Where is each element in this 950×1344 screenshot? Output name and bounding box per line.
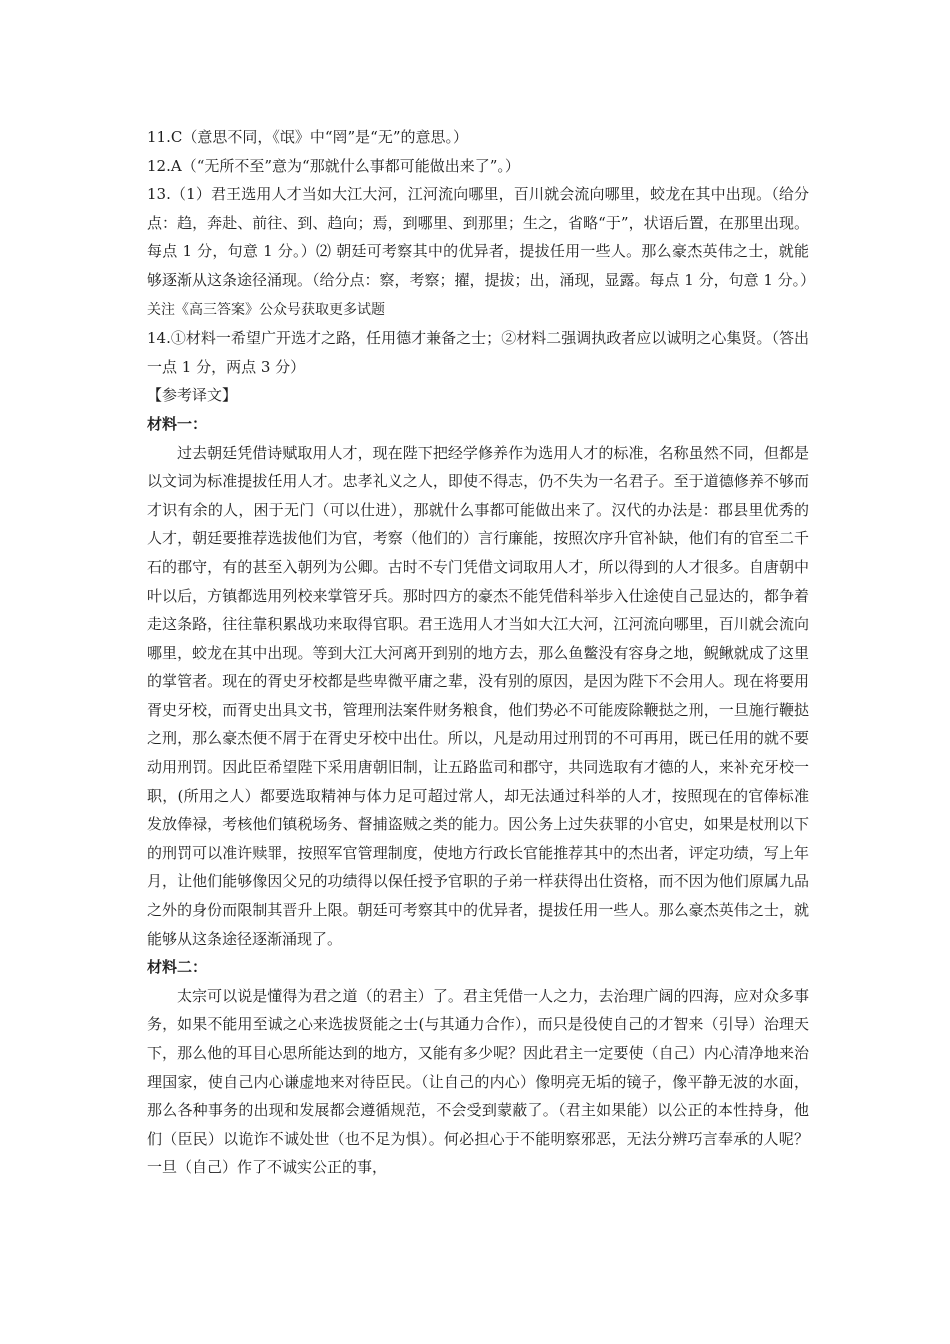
answer-13-note: 关注《高三答案》公众号获取更多试题 <box>147 301 385 318</box>
material-2-text: 太宗可以说是懂得为君之道（的君主）了。君主凭借一人之力，去治理广阔的四海，应对众多事务，如果不能用至诚之心来选拔贤能之士(与其通力合作），而只是役使自己的才智来（引导）治理天下，那么他的耳目心思所能达到的地方，又能有多少呢？因此君主一定要使（自己）内心清净地来治理国家，使自己内心谦虚地来对待臣民。（让自己的内心）像明亮无垢的镜子，像平静无波的水面，那么各种事务的出现和发展都会遵循规范，不会受到蒙蔽了。（君主如果能）以公正的本性持身，他们（臣民）以诡诈不诚处世（也不足为惧）。何必担心于不能明察邪恶，无法分辨巧言奉承的人呢？一旦（自己）作了不诚实公正的事， <box>147 986 809 1177</box>
answer-12: 12.A（“无所不至”意为“那就什么事都可能做出来了”。） <box>147 156 520 175</box>
translation-header: 【参考译文】 <box>147 386 238 405</box>
answer-11: 11.C（意思不同，《氓》中“罔”是“无”的意思。） <box>147 128 469 146</box>
material-2-title: 材料二： <box>147 958 208 977</box>
material-1-text: 过去朝廷凭借诗赋取用人才，现在陛下把经学修养作为选用人才的标准，名称虽然不同，但都是以文词为标准提拔任用人才。忠孝礼义之人，即使不得志，仍不失为一名君子。至于道德修养不够而才识有余的人，困于无门（可以仕进），那就什么事都可能做出来了。汉代的办法是：郡县里优秀的人才，朝廷要推荐选拔他们为官，考察（他们的）言行廉能，按照次序升官补缺，他们有的官至二千石的郡守，有的甚至入朝列为公卿。古时不专门凭借文词取用人才，所以得到的人才很多。自唐朝中叶以后，方镇都选用列校来掌管牙兵。那时四方的豪杰不能凭借科举步入仕途使自己显达的，都争着走这条路，往往靠积累战功来取得官职。君王选用人才当如大江大河，江河流向哪里，百川就会流向哪里，蛟龙在其中出现。等到大江大河离开到别的地方去，那么鱼鳖没有容身之地，鲵鳅就成了这里的掌管者。现在的胥史牙校都是些卑微平庸之辈，没有别的原因，是因为陛下不会用人。现在将要用胥史牙校，而胥史出具文书，管理刑法案件财务粮食，他们势必不可能废除鞭挞之刑，一旦施行鞭挞之刑，那么豪杰便不屑于在胥史牙校中出仕。所以，凡是动用过刑罚的不可再用，既已任用的就不要动用刑罚。因此臣希望陛下采用唐朝旧制，让五路监司和郡守，共同选取有才德的人，来补充牙校一职，(所用之人）都要选取精神与体力足可超过常人，却无法通过科举的人才，按照现在的官俸标准发放俸禄，考核他们镇税场务、督捕盗贼之类的能力。因公务上过失获罪的小官史，如果是杖刑以下的刑罚可以准许赎罪，按照军官管理制度，使地方行政长官能推荐其中的杰出者，评定功绩，写上年月，让他们能够像因父兄的功绩得以保任授予官职的子弟一样获得出仕资格，而不因为他们原属九品之外的身份而限制其晋升上限。朝廷可考察其中的优异者，提拔任用一些人。那么豪杰英伟之士，就能够从这条途径逐渐涌现了。 <box>147 443 809 948</box>
answer-13 <box>147 180 816 324</box>
material-1-title: 材料一： <box>147 414 208 433</box>
answer-13-text: 13.（1）君王选用人才当如大江大河，江河流向哪里，百川就会流向哪里，蛟龙在其中出现。（给分点：趋，奔赴、前往、到、趋向；焉，到哪里、到那里；生之，省略“于”，状语后置，在那里出现。每点 1 分，句意 1 分。）⑵ 朝廷可考察其中的优异者，提拔任用一些人。那么豪杰英伟之士，就能够逐渐从这条途径涌现。（给分点：察，考察；擢，提拔；出，涌现，显露。每点 1 分，句意 1 分。） <box>147 185 816 289</box>
document-body <box>147 123 816 1182</box>
answer-14: 14.①材料一希望广开选才之路，任用德才兼备之士；②材料二强调执政者应以诚明之心集贤。（答出一点 1 分，两点 3 分） <box>147 329 809 376</box>
